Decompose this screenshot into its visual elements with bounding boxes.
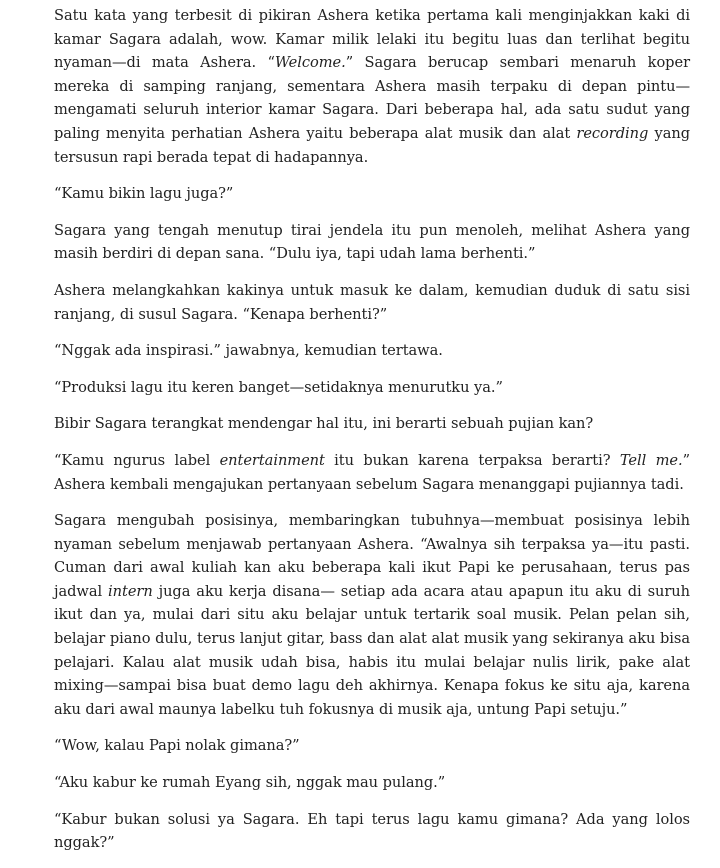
story-paragraph <box>54 376 690 400</box>
paragraph-text: juga aku kerja disana— setiap ada acara atau apapun itu aku di suruh ikut dan ya, mulai dari situ aku belajar untuk tertarik soal musik. Pelan pelan sih, belajar piano dulu, terus lanjut gitar, bass dan alat alat musik yang sekiranya aku bisa pelajari. Kalau alat musik udah bisa, habis itu mulai belajar nulis lirik, pake alat mixing—sampai bisa buat demo lagu deh akhirnya. Kenapa fokus ke situ aja, karena aku dari awal maunya labelku tuh fokusnya di musik aja, untung Papi setuju.” <box>54 582 690 718</box>
italic-text: intern <box>108 582 153 600</box>
paragraph-text: Sagara mengubah posisinya, membaringkan tubuhnya—membuat posisinya lebih nyaman sebelum menjawab pertanyaan Ashera. “Awalnya sih terpaksa ya—itu pasti. Cuman dari awal kuliah kan aku beberapa kali ikut Papi ke perusahaan, terus pas jadwal <box>54 512 690 600</box>
story-paragraph <box>54 808 690 855</box>
paragraph-text: “Kabur bukan solusi ya Sagara. Eh tapi terus lagu kamu gimana? Ada yang lolos nggak?” <box>54 810 690 852</box>
italic-text: entertainment <box>219 451 325 469</box>
paragraph-text: ” Ashera kembali mengajukan pertanyaan sebelum Sagara menanggapi pujiannya tadi. <box>54 451 690 493</box>
story-paragraph <box>54 279 690 326</box>
paragraph-text: “Nggak ada inspirasi.” jawabnya, kemudian tertawa. <box>54 342 443 360</box>
story-paragraph <box>54 449 690 496</box>
story-paragraph <box>54 509 690 721</box>
paragraph-text: Satu kata yang terbesit di pikiran Ashera ketika pertama kali menginjakkan kaki di kamar Sagara adalah, wow. Kamar milik lelaki itu begitu luas dan terlihat begitu nyaman—di mata Ashera. “ <box>54 7 690 72</box>
story-paragraph <box>54 182 690 206</box>
paragraph-text: “Kamu ngurus label <box>54 451 220 469</box>
story-paragraph <box>54 4 690 169</box>
document-body <box>54 4 690 868</box>
story-paragraph <box>54 734 690 758</box>
story-paragraph <box>54 412 690 436</box>
italic-text: Welcome. <box>274 54 346 72</box>
paragraph-text: Sagara yang tengah menutup tirai jendela itu pun menoleh, melihat Ashera yang masih berdiri di depan sana. “Dulu iya, tapi udah lama berhenti.” <box>54 221 690 263</box>
story-paragraph <box>54 219 690 266</box>
paragraph-text: yang tersusun rapi berada tepat di hadapannya. <box>54 124 690 166</box>
paragraph-text: itu bukan karena terpaksa berarti? <box>324 451 620 469</box>
paragraph-text: Bibir Sagara terangkat mendengar hal itu, ini berarti sebuah pujian kan? <box>54 415 594 433</box>
story-paragraph <box>54 771 690 795</box>
paragraph-text: Ashera melangkahkan kakinya untuk masuk ke dalam, kemudian duduk di satu sisi ranjang, di susul Sagara. “Kenapa berhenti?” <box>54 281 690 323</box>
paragraph-text: “Produksi lagu itu keren banget—setidaknya menurutku ya.” <box>54 378 503 396</box>
italic-text: recording <box>576 124 649 142</box>
paragraph-text: “Aku kabur ke rumah Eyang sih, nggak mau pulang.” <box>54 774 446 792</box>
paragraph-text: “Wow, kalau Papi nolak gimana?” <box>54 737 300 755</box>
story-paragraph <box>54 339 690 363</box>
paragraph-text: ” Sagara berucap sembari menaruh koper mereka di samping ranjang, sementara Ashera masih terpaku di depan pintu—mengamati seluruh interior kamar Sagara. Dari beberapa hal, ada satu sudut yang paling menyita perhatian Ashera yaitu beberapa alat musik dan alat <box>54 54 690 142</box>
paragraph-text: “Kamu bikin lagu juga?” <box>54 185 234 203</box>
italic-text: Tell me. <box>619 451 683 469</box>
